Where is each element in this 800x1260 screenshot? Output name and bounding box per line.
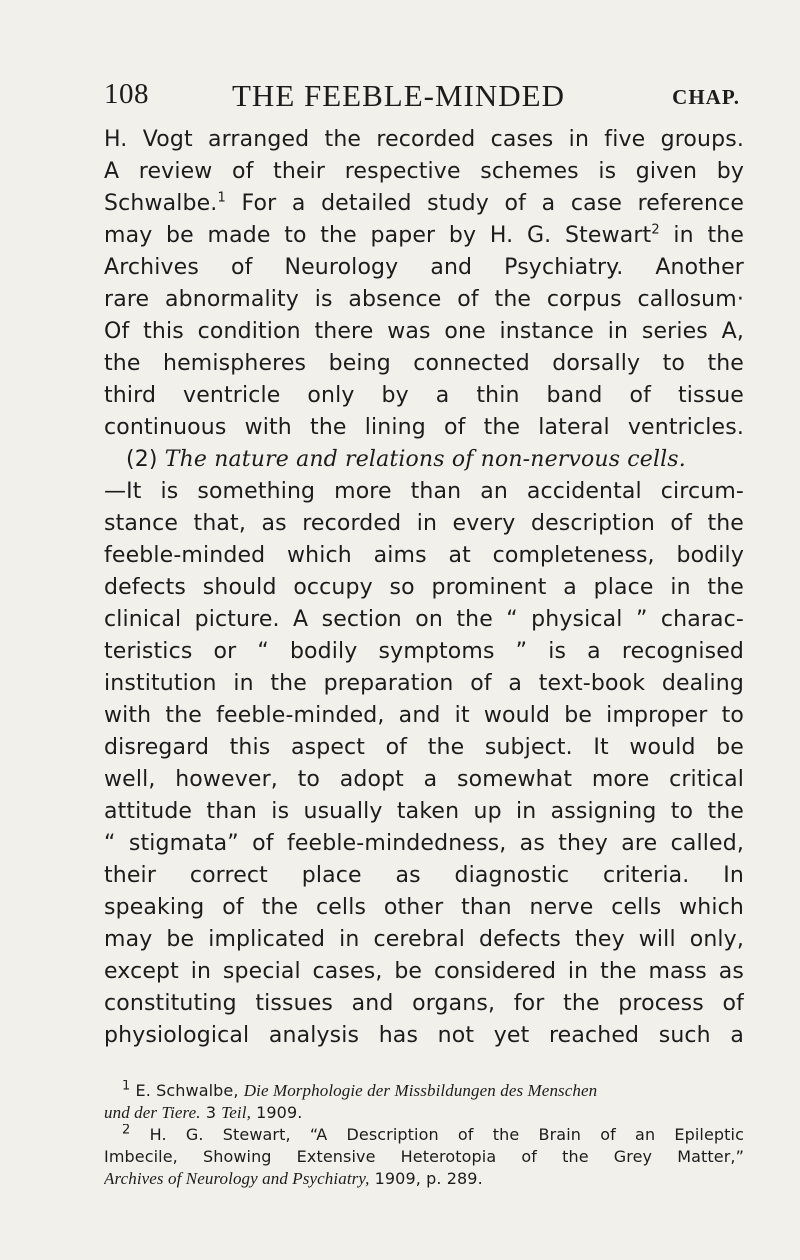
running-header — [104, 78, 740, 118]
body-text — [104, 124, 744, 1052]
text-fragment: in the — [659, 223, 744, 248]
footnote-title: Archives of Neurology and Psychiatry, — [104, 1169, 370, 1188]
text-line: defects should occupy so prominent a place in the — [104, 575, 744, 600]
footnote-title: Die Morphologie der Missbildungen des Menschen — [243, 1081, 598, 1100]
text-line: except in special cases, be considered in the mass as — [104, 959, 744, 984]
chapter-abbreviation: CHAP. — [672, 85, 740, 109]
text-line: stance that, as recorded in every description of the — [104, 511, 744, 536]
section-number: (2) — [126, 447, 165, 472]
text-line: physiological analysis has not yet reached such a — [104, 1023, 744, 1048]
text-line: with the feeble-minded, and it would be improper to — [104, 703, 744, 728]
text-line: attitude than is usually taken up in assigning to the — [104, 799, 744, 824]
footnote-1 — [104, 1080, 744, 1102]
text-line: third ventricle only by a thin band of tissue — [104, 383, 744, 408]
text-line: may be implicated in cerebral defects they will only, — [104, 927, 744, 952]
text-fragment: may be made to the paper by H. G. Stewart — [104, 223, 652, 248]
text-line: well, however, to adopt a somewhat more critical — [104, 767, 744, 792]
footnote-2-continuation: Imbecile, Showing Extensive Heterotopia of the Grey Matter,” — [104, 1147, 744, 1166]
text-line: speaking of the cells other than nerve cells which — [104, 895, 744, 920]
text-line: Of this condition there was one instance in series A, — [104, 319, 744, 344]
footnote-text: 3 — [200, 1103, 222, 1122]
text-line: —It is something more than an accidental circum- — [104, 479, 744, 504]
text-fragment: Schwalbe. — [104, 191, 218, 216]
footnote-title: Teil, — [221, 1103, 251, 1122]
page-number: 108 — [104, 78, 149, 110]
footnote-text: H. G. Stewart, “A Description of the Brain of an Epileptic — [130, 1125, 744, 1144]
text-line: their correct place as diagnostic criteria. In — [104, 863, 744, 888]
footnote-marker: 2 — [651, 222, 660, 238]
footnote-title: und der Tiere. — [104, 1103, 201, 1122]
footnote-text: 1909, p. 289. — [369, 1169, 483, 1188]
text-line: disregard this aspect of the subject. It would be — [104, 735, 744, 760]
footnote-text: E. Schwalbe, — [130, 1081, 244, 1100]
text-line: continuous with the lining of the lateral ventricles. — [104, 415, 744, 440]
text-line: feeble-minded which aims at completeness, bodily — [104, 543, 744, 568]
text-fragment: For a detailed study of a case reference — [225, 191, 744, 216]
running-title: THE FEEBLE-MINDED — [232, 78, 565, 113]
footnote-text: 1909. — [250, 1103, 303, 1122]
text-line: H. Vogt arranged the recorded cases in five groups. — [104, 127, 744, 152]
text-line: A review of their respective schemes is given by — [104, 159, 744, 184]
footnote-number: 1 — [122, 1080, 131, 1094]
text-line: teristics or “ bodily symptoms ” is a recognised — [104, 639, 744, 664]
section-heading-line — [104, 444, 744, 476]
text-line: rare abnormality is absence of the corpus callosum· — [104, 287, 744, 312]
footnote-1-continuation — [104, 1102, 744, 1124]
text-line: constituting tissues and organs, for the process of — [104, 991, 744, 1016]
footnote-2-continuation — [104, 1168, 744, 1190]
footnote-marker: 1 — [217, 190, 226, 206]
text-line: Archives of Neurology and Psychiatry. Another — [104, 255, 744, 280]
text-line — [104, 188, 744, 220]
text-line: “ stigmata” of feeble-mindedness, as they are called, — [104, 831, 744, 856]
text-line: the hemispheres being connected dorsally to the — [104, 351, 744, 376]
text-line: institution in the preparation of a text-book dealing — [104, 671, 744, 696]
section-title: The nature and relations of non-nervous cells. — [164, 447, 686, 472]
footnote-number: 2 — [122, 1124, 131, 1138]
text-line — [104, 220, 744, 252]
footnotes — [104, 1080, 744, 1190]
footnote-2 — [104, 1124, 744, 1146]
text-line: clinical picture. A section on the “ physical ” charac- — [104, 607, 744, 632]
